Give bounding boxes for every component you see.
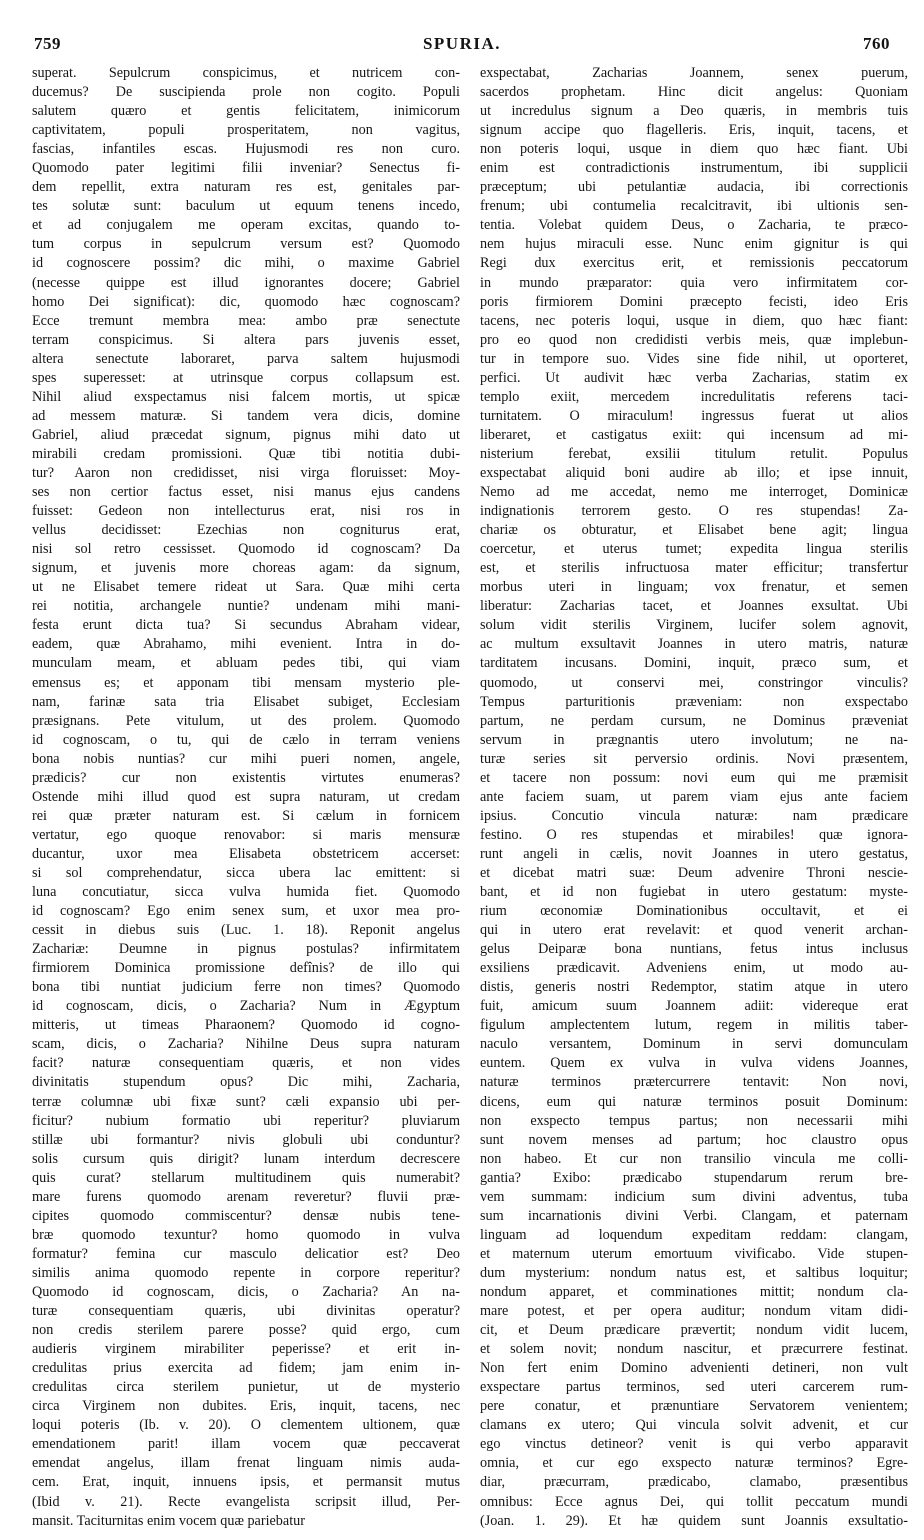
text-line: nisterium ferebat, exsilii titulum retulit. Populus bbox=[480, 445, 908, 462]
text-line: tacens, nec poteris loqui, usque in diem, quo hæc fiant: bbox=[480, 312, 908, 329]
text-line: tum corpus in sepulcrum versum est? Quomodo bbox=[32, 236, 460, 253]
text-line: rium œconomiæ Dominationibus occultavit, et ei bbox=[480, 903, 908, 920]
text-line: id cognoscam, o tu, qui de cælo in terram veniens bbox=[32, 731, 460, 748]
text-line: cem. Erat, inquit, innuens ipsis, et permansit mutus bbox=[32, 1474, 460, 1491]
text-line: Ecce tremunt membra mea: ambo præ senectute bbox=[32, 312, 460, 329]
text-line: dem repellit, extra naturam res est, genitales par- bbox=[32, 179, 460, 196]
text-line: ante faciem suam, ut parem viam ejus ante faciem bbox=[480, 788, 908, 805]
text-line: morbus uteri in linguam; vox frenatur, et semen bbox=[480, 579, 908, 596]
text-line: non habeo. Et cur non transilio vincula me colli- bbox=[480, 1150, 908, 1167]
running-title: SPURIA. bbox=[422, 34, 502, 53]
text-line: linguam ad loquendum expeditam reddam: clangam, bbox=[480, 1226, 908, 1243]
text-line: nisi sol retro cessisset. Quomodo id cognoscam? Da bbox=[32, 541, 460, 558]
text-line: tes solutæ sunt: baculum ut equum tenens incedo, bbox=[32, 198, 460, 215]
text-line: ac multum exsultavit Joannes in utero matris, naturæ bbox=[480, 636, 908, 653]
text-line: pro eo quod non credidisti verbis meis, quæ implebun- bbox=[480, 331, 908, 348]
text-line: mitteris, ut timeas Pharaonem? Quomodo id cogno- bbox=[32, 1017, 460, 1034]
text-line: firmiorem Dominica promissione defînis? de illo qui bbox=[32, 960, 460, 977]
text-line: Nihil aliud exspectamus nisi falcem mortis, ut spicæ bbox=[32, 388, 460, 405]
text-line: Ostende mihi illud quod est supra naturam, ut credam bbox=[32, 788, 460, 805]
text-line: scam, dicis, o Zacharia? Nihilne Deus supra naturam bbox=[32, 1036, 460, 1053]
text-line: Zachariæ: Deumne in pignus postulas? infirmitatem bbox=[32, 941, 460, 958]
text-line: sunt novem menses ad partum; hoc claustro opus bbox=[480, 1131, 908, 1148]
text-line: emendationem parit! illam vocem quæ peccaverat bbox=[32, 1436, 460, 1453]
text-line: qui in utero erat revelavit: et quod venerit archan- bbox=[480, 922, 908, 939]
text-line: præsignans. Pete vitulum, ut des prolem. Quomodo bbox=[32, 712, 460, 729]
text-line: Non fert enim Domino advenienti detineri, non vult bbox=[480, 1360, 908, 1377]
text-line: enim est contradictionis instrumentum, ibi supplicii bbox=[480, 160, 908, 177]
text-line: mare furens quomodo arenam reveretur? fluvii præ- bbox=[32, 1188, 460, 1205]
text-line: vem summam: indicium sum divini adventus, tuba bbox=[480, 1188, 908, 1205]
text-line: luna concutiatur, sicca vulva humida fiet. Quomodo bbox=[32, 884, 460, 901]
text-line: distis, generis nostri Redemptor, statim atque in utero bbox=[480, 979, 908, 996]
text-line: credulitas circa sterilem punietur, ut de mysterio bbox=[32, 1379, 460, 1396]
text-line: solis cursum quis dirigit? lunam interdum decrescere bbox=[32, 1150, 460, 1167]
text-line: terræ columnæ ubi fixæ sunt? cæli expansio ubi per- bbox=[32, 1093, 460, 1110]
text-line: prædicis? cur non existentis virtutes enumeras? bbox=[32, 769, 460, 786]
text-line: nam, farinæ sata tria Elisabet subiget, Ecclesiam bbox=[32, 693, 460, 710]
text-line: mansit. Taciturnitas enim vocem quæ pariebatur bbox=[32, 1512, 305, 1529]
text-line: cit, et Deum prædicare prævertit; nondum vidit lucem, bbox=[480, 1322, 908, 1339]
text-line: altera senectute laboraret, parva saltem hujusmodi bbox=[32, 350, 460, 367]
text-line: ad messem maturæ. Si tandem vera dicis, domine bbox=[32, 407, 460, 424]
text-line: ducemus? De suscipienda prole non cogito. Populi bbox=[32, 84, 460, 101]
text-line: vellus decidisset: Ezechias non cogniturus erat, bbox=[32, 522, 460, 539]
text-line: mirabili credam promissioni. Quæ tibi notitia dubi- bbox=[32, 445, 460, 462]
text-line: tentia. Volebat quidem Deus, o Zacharia, te præco- bbox=[480, 217, 908, 234]
text-line: bræ quomodo texuntur? homo quomodo in vulva bbox=[32, 1226, 460, 1243]
text-line: spes superesset: at utrinsque corpus collapsum est. bbox=[32, 369, 460, 386]
text-line: sum incarnationis divini Verbi. Clangam, et paternam bbox=[480, 1207, 908, 1224]
text-line: in mundo præparator: quia vero infirmitatem cor- bbox=[480, 274, 908, 291]
text-line: templo exiit, mercedem incredulitatis referens taci- bbox=[480, 388, 908, 405]
text-line: exspectabat aliquid boni audire ab illo; et ipse innuit, bbox=[480, 464, 908, 481]
text-line: fascias, infantiles escas. Hujusmodi res non curo. bbox=[32, 141, 460, 158]
text-line: formatur? femina cur masculo delicatior est? Deo bbox=[32, 1245, 460, 1262]
text-line: (Ibid v. 21). Recte evangelista scripsit illud, Per- bbox=[32, 1493, 460, 1510]
text-line: id cognoscam? Ego enim senex sum, et uxor mea pro- bbox=[32, 903, 460, 920]
text-line: exspectare partus terminos, sed uteri carcerem rum- bbox=[480, 1379, 908, 1396]
text-line: liberatur: Zacharias tacet, et Joannes exsultat. Ubi bbox=[480, 598, 908, 615]
text-line: emensus es; et apponam tibi mensam mysterio ple- bbox=[32, 674, 460, 691]
text-line: eadem, quæ Abrahamo, mihi evenient. Intra in do- bbox=[32, 636, 460, 653]
text-line: cipites quomodo commiscentur? densæ nubis tene- bbox=[32, 1207, 460, 1224]
text-line: rei notitia, archangele nuntie? undenam mihi mani- bbox=[32, 598, 460, 615]
text-line: quis curat? stellarum multitudinem quis numerabit? bbox=[32, 1169, 460, 1186]
text-line: tur in tempore suo. Vides sine fide nihil, ut oporteret, bbox=[480, 350, 908, 367]
text-line: emendat angelus, illam frenat linguam nimis auda- bbox=[32, 1455, 460, 1472]
text-line: festa erunt dicta tua? Si secundus Abraham videar, bbox=[32, 617, 460, 634]
text-line: ses non certior factus esset, nisi manus ejus candens bbox=[32, 484, 460, 501]
text-line: gelus Deiparæ bona nuntians, fetus intus inclusus bbox=[480, 941, 908, 958]
text-line: sacerdos prophetam. Hinc dicit angelus: Quoniam bbox=[480, 84, 908, 101]
text-line: bona tibi nuntiat judicium ferre non times? Quomodo bbox=[32, 979, 460, 996]
text-line: turæ series sit perversio ordinis. Novi præsentem, bbox=[480, 750, 908, 767]
text-line: naculo versantem, Dominum in servi domunculam bbox=[480, 1036, 908, 1053]
text-line: id cognoscere possim? dic mihi, o maxime Gabriel bbox=[32, 255, 460, 272]
text-line: vertatur, ego quoque renovabor: si maris mensuræ bbox=[32, 826, 460, 843]
right-column bbox=[480, 64, 908, 1531]
text-line: et maternum uterum emortuum vivificabo. Vide stupen- bbox=[480, 1245, 908, 1262]
text-line: mare potest, et per opera auditur; nondum vitam didi- bbox=[480, 1303, 908, 1320]
text-line: frenum; ubi contumelia recalcitravit, ibi ultionis sen- bbox=[480, 198, 908, 215]
text-line: similis anima quomodo repente in corpore reperitur? bbox=[32, 1264, 460, 1281]
text-line: Quomodo pater legitimi filii inveniar? Senectus fi- bbox=[32, 160, 460, 177]
text-line: signum accipe quo flagelleris. Eris, inquit, tacens, et bbox=[480, 122, 908, 139]
text-line: terram conspicimus. Si altera pars juvenis esset, bbox=[32, 331, 460, 348]
text-line: divinitatis stupendum opus? Dic mihi, Zacharia, bbox=[32, 1074, 460, 1091]
text-line: chariæ os obturatur, et Elisabet bene agit; lingua bbox=[480, 522, 908, 539]
text-line: turæ consequentiam quæris, ubi divinitas operatur? bbox=[32, 1303, 460, 1320]
text-line: partum, ne perdam cursum, ne Dominus præveniat bbox=[480, 712, 908, 729]
text-line: (Joan. 1. 29). Et hæ quidem sunt Joannis exsultatio- bbox=[480, 1512, 908, 1529]
text-line: tur? Aaron non credidisset, nisi virga floruisset: Moy- bbox=[32, 464, 460, 481]
text-line: ut incredulus signum a Deo quæris, in membris tuis bbox=[480, 103, 908, 120]
text-line: dicens, eum qui naturæ terminos posuit Dominum: bbox=[480, 1093, 908, 1110]
text-line: et solem novit; nondum nascitur, et præcurrere festinat. bbox=[480, 1341, 908, 1358]
text-line: non credis sterilem parere posse? quid ergo, cum bbox=[32, 1322, 460, 1339]
text-line: omnia, et cur ego exspecto naturæ terminos? Egre- bbox=[480, 1455, 908, 1472]
text-line: stillæ ubi formantur? nivis globuli ubi conduntur? bbox=[32, 1131, 460, 1148]
text-line: exsiliens prædicavit. Adveniens enim, ut modo au- bbox=[480, 960, 908, 977]
text-line: ego vinctus detineor? venit is qui verbo apparavit bbox=[480, 1436, 908, 1453]
text-line: figulum amplectentem lutum, regem in militis taber- bbox=[480, 1017, 908, 1034]
text-line: perfici. Ut audivit hæc verba Zacharias, statim ex bbox=[480, 369, 908, 386]
text-line: rei quæ præter naturam est. Si cælum in fornicem bbox=[32, 807, 460, 824]
text-line: non poteris loqui, usque in diem quo hæc fiant. Ubi bbox=[480, 141, 908, 158]
text-line: clamans ex utero; Qui vincula solvit advenit, et cur bbox=[480, 1417, 908, 1434]
text-line: nondum apparet, et comminationes mittit; nondum cla- bbox=[480, 1284, 908, 1300]
text-line: loqui poteris (Ib. v. 20). O clementem ultionem, quæ bbox=[32, 1417, 460, 1434]
text-line: ficitur? nubium formatio ubi reperitur? pluviarum bbox=[32, 1112, 460, 1129]
text-line: audieris virginem mirabiliter peperisse? et erit in- bbox=[32, 1341, 460, 1358]
text-line: credulitas prius exercita ad fidem; jam enim in- bbox=[32, 1360, 460, 1377]
text-line: pere conatur, et prænuntiare Servatorem venientem; bbox=[480, 1398, 908, 1415]
text-line: runt angeli in cælis, novit Joannes in utero gestatus, bbox=[480, 845, 908, 862]
text-line: munculam meam, et abluam pedes tibi, qui viam bbox=[32, 655, 460, 672]
text-line: turnitatem. O miraculum! ingressus fuerat ut alios bbox=[480, 407, 908, 424]
text-line: superat. Sepulcrum conspicimus, et nutricem con- bbox=[32, 65, 460, 81]
text-line: indignationis terrorem gesto. O res stupendas! Za- bbox=[480, 503, 908, 520]
text-line: et dicebat matri suæ: Deum advenire Throni nescie- bbox=[480, 864, 908, 881]
text-line: servum in prægnantis utero involutum; ne na- bbox=[480, 731, 908, 748]
text-line: (necesse quippe est illud ignorantes docere; Gabriel bbox=[32, 274, 460, 291]
text-line: facit? naturæ consequentiam quæris, et non vides bbox=[32, 1055, 460, 1072]
text-line: fuisset: Gedeon non intellecturus erat, nisi ros in bbox=[32, 503, 460, 520]
text-line: Regi dux exercitus erit, et remissionis peccatorum bbox=[480, 255, 908, 272]
text-line: nem hujus miraculi esse. Nunc enim gignitur is qui bbox=[480, 236, 908, 253]
text-line: gantia? Exibo: prædicabo stupendarum rerum bre- bbox=[480, 1169, 908, 1186]
text-line: circa Virginem non dubites. Eris, inquit, tacens, nec bbox=[32, 1398, 460, 1415]
text-line: est, et sterilis infructuosa mater efficitur; transfertur bbox=[480, 560, 908, 577]
text-line: homo Dei significat): dic, quomodo hæc cognoscam? bbox=[32, 293, 460, 310]
text-line: bona nobis nuntias? cur mihi pueri nomen, angele, bbox=[32, 750, 460, 767]
text-line: solum vidit sterilis Virginem, lucifer solem agnovit, bbox=[480, 617, 908, 634]
text-line: captivitatem, populi prosperitatem, non vagitus, bbox=[32, 122, 460, 139]
page-header bbox=[34, 34, 890, 60]
page-number-right: 760 bbox=[863, 34, 890, 53]
text-line: diar, præcurram, prædicabo, clamabo, præsentibus bbox=[480, 1474, 908, 1491]
text-line: Quomodo id cognoscam, dicis, o Zacharia? An na- bbox=[32, 1284, 460, 1300]
text-line: cessit in diebus suis (Luc. 1. 18). Reponit angelus bbox=[32, 922, 460, 939]
text-line: poris firmiorem Domini præcepto fecisti, ideo Eris bbox=[480, 293, 908, 310]
text-line: ducantur, uxor mea Elisabeta obstetricem accerset: bbox=[32, 845, 460, 862]
text-line: festino. O res stupendas et mirabiles! quæ ignora- bbox=[480, 826, 908, 843]
text-line: liberaret, et castigatus exiit: qui incensum ad mi- bbox=[480, 426, 908, 443]
left-column bbox=[32, 64, 460, 1531]
text-line: Tempus parturitionis præveniam: non exspectabo bbox=[480, 693, 908, 710]
text-line: tarditatem incusans. Domini, inquit, præco sum, et bbox=[480, 655, 908, 672]
text-line: signum, et juvenis more choreas agam: da signum, bbox=[32, 560, 460, 577]
text-line: Gabriel, aliud præcedat signum, pignus mihi dato ut bbox=[32, 426, 460, 443]
text-line: naturæ terminos prætercurrere tentavit: Non novi, bbox=[480, 1074, 908, 1091]
text-line: et tacere non possum: novi eum qui me præmisit bbox=[480, 769, 908, 786]
text-line: Nemo ad me accedat, nemo me interroget, Dominicæ bbox=[480, 484, 908, 501]
text-line: ipsius. Concutio vincula naturæ: nam prædicare bbox=[480, 807, 908, 824]
text-line: omnibus: Ecce agnus Dei, qui tollit peccatum mundi bbox=[480, 1493, 908, 1510]
text-line: ut ne Elisabet temere rideat ut Sara. Quæ mihi certa bbox=[32, 579, 460, 596]
text-line: præceptum; ubi petulantiæ audacia, ibi correctionis bbox=[480, 179, 908, 196]
text-line: non exspecto tempus partus; non necessarii mihi bbox=[480, 1112, 908, 1129]
text-line: si sol comprehendatur, sicca ubera lac emittent: si bbox=[32, 864, 460, 881]
text-line: dum mysterium: nondum natus est, et saltibus loquitur; bbox=[480, 1264, 908, 1281]
text-line: exspectabat, Zacharias Joannem, senex puerum, bbox=[480, 65, 908, 81]
text-line: euntem. Quem ex vulva in vulva videns Joannes, bbox=[480, 1055, 908, 1072]
text-line: id cognoscam, dicis, o Zacharia? Num in Ægyptum bbox=[32, 998, 460, 1015]
text-line: fuit, amicum suum Joannem adiit: videreque erat bbox=[480, 998, 908, 1015]
text-line: coercetur, et uterus tumet; expedita lingua sterilis bbox=[480, 541, 908, 558]
text-line: quomodo, ut conservi mei, constringor vinculis? bbox=[480, 674, 908, 691]
text-line: bant, et id non fugiebat in utero gestatum: myste- bbox=[480, 884, 908, 901]
text-line: salutem quæro et gentis felicitatem, inimicorum bbox=[32, 103, 460, 120]
text-line: et ad conjugalem me operam excitas, quando to- bbox=[32, 217, 460, 234]
page-number-left: 759 bbox=[34, 34, 61, 53]
